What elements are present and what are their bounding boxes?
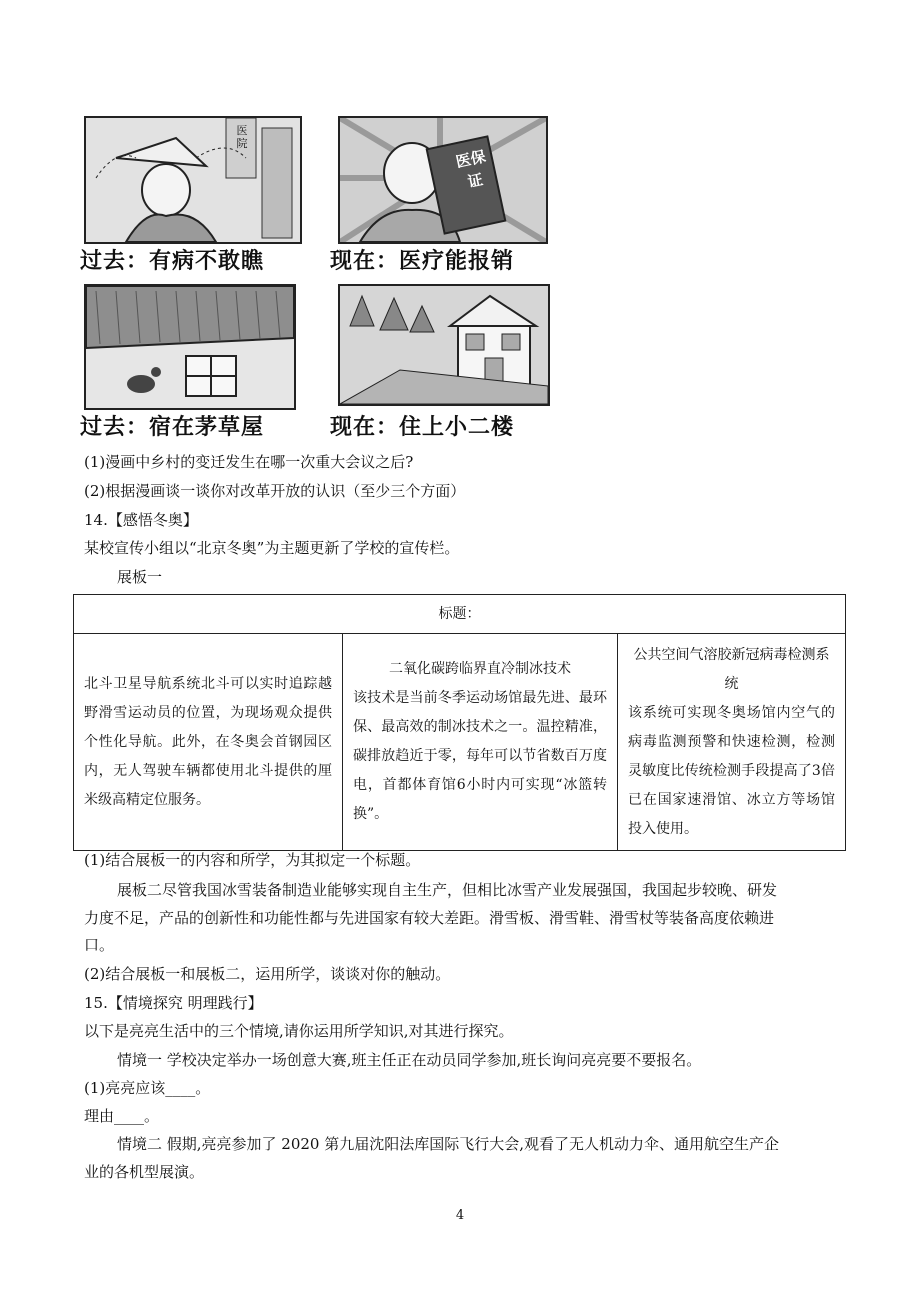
q14-sub2: (2)结合展板一和展板二，运用所学，谈谈对你的触动。: [84, 965, 451, 983]
table-title-label: 标题：: [438, 605, 481, 622]
caption-past-sick: 过去：有病不敢瞧: [80, 249, 265, 274]
insurance-card-text: 医保证: [454, 147, 488, 192]
virus-detection-body: 该系统可实现冬奥场馆内空气的病毒监测预警和快速检测，检测灵敏度比传统检测手段提高了3倍已在国家速滑馆、冰立方等场馆投入使用。: [628, 704, 835, 837]
board1-table: [73, 594, 846, 851]
q15-sub1: (1)亮亮应该____。: [84, 1079, 211, 1097]
two-storey-house-illustration: [340, 286, 548, 404]
board1-column-ice-tech: [343, 634, 618, 851]
comic-panel-sick-past: [84, 116, 302, 244]
board2-line1: 展板二尽管我国冰雪装备制造业能够实现自主生产，但相比冰雪产业发展强国，我国起步较晚、研发: [117, 881, 778, 899]
q15-heading: 15.【情境探究 明理践行】: [84, 994, 263, 1012]
comic-panel-insurance-now: [338, 116, 548, 244]
hospital-sign-text: 医院: [236, 124, 248, 150]
comic-panel-house-now: [338, 284, 550, 406]
comic-panel-hut-past: [84, 284, 296, 410]
ice-tech-body: 该技术是当前冬季运动场馆最先进、最环保、最高效的制冰技术之一。温控精准，碳排放趋近于零，每年可以节省数百万度电，首都体育馆6小时内可实现“冰篮转换”。: [353, 690, 607, 822]
board1-column-beidou: [74, 634, 343, 851]
q15-intro: 以下是亮亮生活中的三个情境,请你运用所学知识,对其进行探究。: [84, 1022, 514, 1040]
page-number: 4: [455, 1208, 465, 1223]
q13-sub1: (1)漫画中乡村的变迁发生在哪一次重大会议之后?: [84, 453, 414, 471]
man-insurance-illustration: [340, 118, 546, 242]
q14-sub1: (1)结合展板一的内容和所学，为其拟定一个标题。: [84, 851, 421, 869]
caption-past-hut: 过去：宿在茅草屋: [80, 415, 265, 440]
board1-column-virus-detection: [618, 634, 846, 851]
table-title-cell: [74, 595, 846, 634]
q13-sub2: (2)根据漫画谈一谈你对改革开放的认识（至少三个方面）: [84, 482, 466, 500]
caption-now-house: 现在：住上小二楼: [330, 415, 515, 440]
thatched-hut-illustration: [86, 286, 294, 408]
q15-reason: 理由____。: [84, 1107, 160, 1125]
q15-scene2-line1: 情境二 假期,亮亮参加了 2020 第九届沈阳法库国际飞行大会,观看了无人机动力伞、通用航空生产企: [117, 1135, 780, 1153]
q14-heading: 14.【感悟冬奥】: [84, 511, 198, 529]
virus-detection-title: 公共空间气溶胶新冠病毒检测系统: [633, 646, 830, 692]
q15-scene1: 情境一 学校决定举办一场创意大赛,班主任正在动员同学参加,班长询问亮亮要不要报名。: [117, 1051, 702, 1069]
board1-label: 展板一: [117, 568, 163, 586]
ice-tech-title: 二氧化碳跨临界直冷制冰技术: [389, 661, 571, 677]
board2-line2: 力度不足，产品的创新性和功能性都与先进国家有较大差距。滑雪板、滑雪鞋、滑雪杖等装备高度依赖进: [84, 909, 775, 927]
q14-intro: 某校宣传小组以“北京冬奥”为主题更新了学校的宣传栏。: [84, 539, 460, 557]
q15-scene2-line2: 业的各机型展演。: [84, 1163, 205, 1181]
board2-line3: 口。: [84, 936, 115, 954]
beidou-text: 北斗卫星导航系统北斗可以实时追踪越野滑雪运动员的位置，为现场观众提供个性化导航。此外，在冬奥会首钢园区内，无人驾驶车辆都使用北斗提供的厘米级高精定位服务。: [84, 675, 332, 808]
caption-now-insurance: 现在：医疗能报销: [330, 249, 515, 274]
hospital-sign: [232, 124, 252, 150]
farmer-sick-illustration: [86, 118, 300, 242]
